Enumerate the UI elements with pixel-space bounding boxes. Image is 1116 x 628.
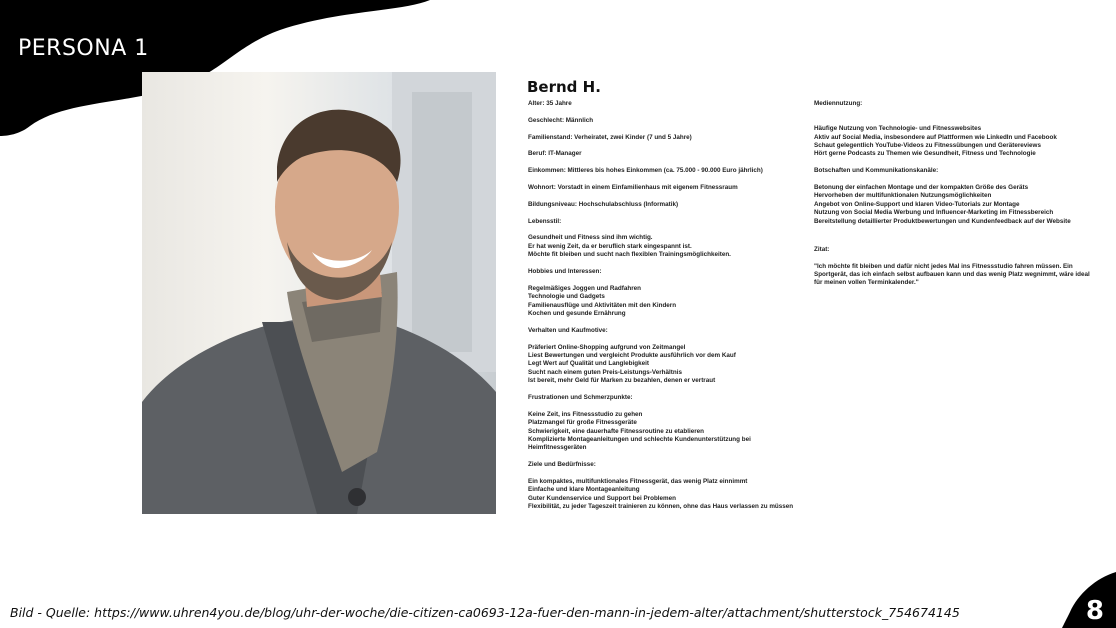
list-item: Schwierigkeit, eine dauerhafte Fitnessroutine zu etablieren	[528, 427, 705, 435]
frustrations-list	[528, 411, 810, 453]
quote-text	[814, 263, 1110, 288]
list-item: Familienausflüge und Aktivitäten mit den Kindern	[528, 301, 677, 309]
list-item: Möchte fit bleiben und sucht nach flexiblen Trainingsmöglichkeiten.	[528, 251, 731, 259]
list-item: Gesundheit und Fitness sind ihm wichtig.	[528, 234, 653, 242]
list-item: Legt Wert auf Qualität und Langlebigkeit	[528, 360, 649, 368]
goals-list	[528, 478, 810, 512]
quote-line: für meinen vollen Terminkalender."	[814, 279, 919, 287]
quote-line: Sportgerät, das ich einfach selbst aufbauen kann und das wenig Platz wegnimmt, wäre ideal	[814, 271, 1090, 279]
list-item: Bereitstellung detaillierter Produktbewertungen und Kundenfeedback auf der Website	[814, 217, 1071, 225]
education-field: Bildungsniveau: Hochschulabschluss (Informatik)	[528, 200, 679, 208]
persona-photo	[142, 72, 496, 514]
quote-line: "Ich möchte fit bleiben und dafür nicht jedes Mal ins Fitnessstudio fahren müssen. Ein	[814, 262, 1073, 270]
goals-heading: Ziele und Bedürfnisse:	[528, 461, 596, 469]
quote-heading: Zitat:	[814, 245, 830, 253]
list-item: Hervorheben der multifunktionalen Nutzungsmöglichkeiten	[814, 192, 992, 200]
income-field: Einkommen: Mittleres bis hohes Einkommen (ca. 75.000 - 90.000 Euro jährlich)	[528, 167, 763, 175]
list-item: Angebot von Online-Support und klaren Video-Tutorials zur Montage	[814, 200, 1020, 208]
list-item: Hört gerne Podcasts zu Themen wie Gesundheit, Fitness und Technologie	[814, 150, 1036, 158]
frustrations-heading: Frustrationen und Schmerzpunkte:	[528, 394, 633, 402]
messages-heading: Botschaften und Kommunikationskanäle:	[814, 167, 939, 175]
list-item: Regelmäßiges Joggen und Radfahren	[528, 284, 642, 292]
list-item: Schaut gelegentlich YouTube-Videos zu Fitnessübungen und Gerätereviews	[814, 142, 1041, 149]
persona-details-left	[528, 100, 810, 512]
list-item: Komplizierte Montageanleitungen und schlechte Kundenunterstützung bei	[528, 436, 751, 444]
list-item: Häufige Nutzung von Technologie- und Fitnesswebsites	[814, 125, 982, 133]
list-item: Liest Bewertungen und vergleicht Produkte ausführlich vor dem Kauf	[528, 352, 736, 359]
gender-field: Geschlecht: Männlich	[528, 116, 594, 124]
marital-status-field: Familienstand: Verheiratet, zwei Kinder (7 und 5 Jahre)	[528, 133, 692, 141]
behavior-list	[528, 344, 810, 386]
list-item: Nutzung von Social Media Werbung und Influencer-Marketing im Fitnessbereich	[814, 209, 1054, 217]
persona-details-right	[814, 100, 1110, 288]
list-item: Heimfitnessgeräten	[528, 444, 587, 452]
list-item: Technologie und Gadgets	[528, 293, 605, 301]
media-usage-heading: Mediennutzung:	[814, 100, 863, 107]
persona-title: PERSONA 1	[18, 36, 149, 61]
age-field: Alter: 35 Jahre	[528, 100, 572, 107]
persona-name: Bernd H.	[527, 78, 601, 96]
media-usage-list	[814, 125, 1110, 159]
hobbies-list	[528, 285, 810, 319]
occupation-field: Beruf: IT-Manager	[528, 150, 582, 158]
list-item: Ist bereit, mehr Geld für Marken zu bezahlen, denen er vertraut	[528, 377, 716, 385]
list-item: Keine Zeit, ins Fitnessstudio zu gehen	[528, 410, 643, 418]
list-item: Betonung der einfachen Montage und der kompakten Größe des Geräts	[814, 184, 1029, 191]
lifestyle-heading: Lebensstil:	[528, 217, 562, 225]
lifestyle-list	[528, 234, 810, 259]
list-item: Sucht nach einem guten Preis-Leistungs-Verhältnis	[528, 368, 682, 376]
list-item: Ein kompaktes, multifunktionales Fitnessgerät, das wenig Platz einnimmt	[528, 478, 748, 486]
list-item: Kochen und gesunde Ernährung	[528, 310, 626, 317]
list-item: Er hat wenig Zeit, da er beruflich stark eingespannt ist.	[528, 242, 692, 250]
hobbies-heading: Hobbies und Interessen:	[528, 267, 602, 275]
list-item: Präferiert Online-Shopping aufgrund von Zeitmangel	[528, 343, 686, 351]
list-item: Platzmangel für große Fitnessgeräte	[528, 419, 637, 427]
list-item: Guter Kundenservice und Support bei Problemen	[528, 494, 676, 502]
image-source-caption: Bild - Quelle: https://www.uhren4you.de/blog/uhr-der-woche/die-citizen-ca0693-12a-fuer-den-mann-in-jedem-alter/attachment/shutterstock_754674145	[10, 605, 960, 620]
list-item: Flexibilität, zu jeder Tageszeit trainieren zu können, ohne das Haus verlassen zu müssen	[528, 503, 794, 511]
list-item: Aktiv auf Social Media, insbesondere auf Plattformen wie LinkedIn und Facebook	[814, 133, 1057, 141]
residence-field: Wohnort: Vorstadt in einem Einfamilienhaus mit eigenem Fitnessraum	[528, 183, 738, 191]
list-item: Einfache und klare Montageanleitung	[528, 486, 640, 494]
behavior-heading: Verhalten und Kaufmotive:	[528, 326, 608, 334]
messages-list	[814, 184, 1110, 226]
page-number: 8	[1085, 596, 1104, 626]
